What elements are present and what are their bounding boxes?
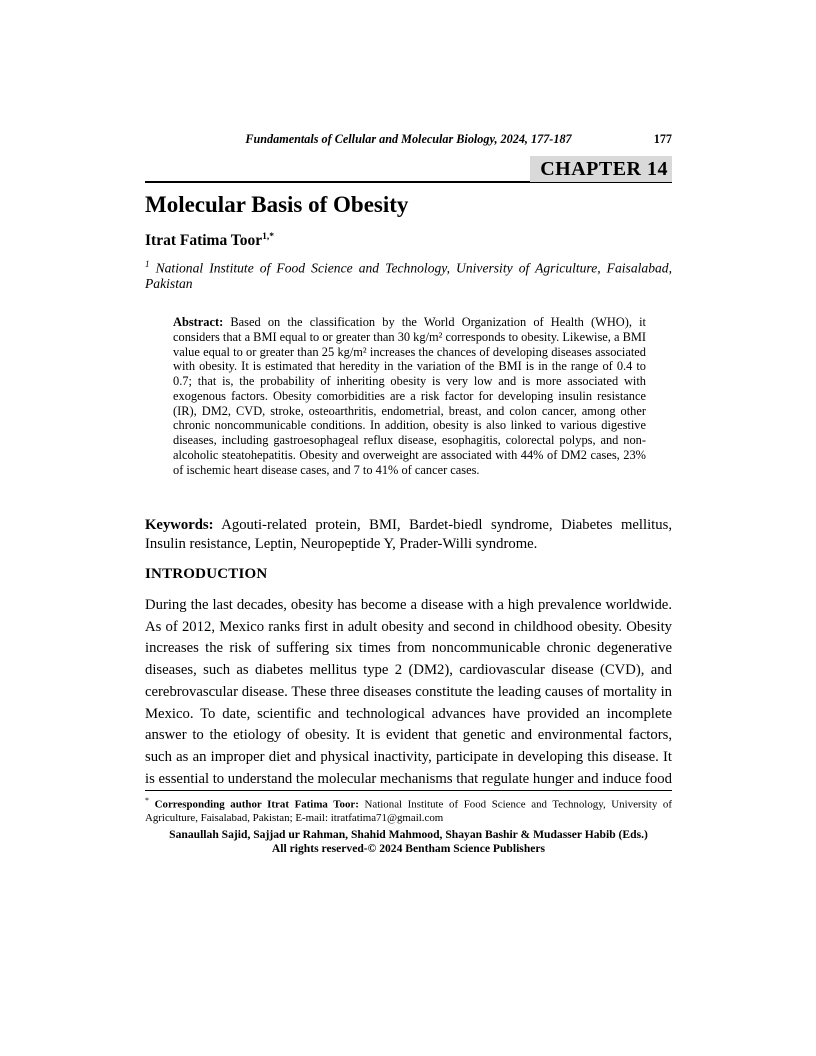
author-line	[145, 232, 672, 250]
editors-line: Sanaullah Sajid, Sajjad ur Rahman, Shahid Mahmood, Shayan Bashir & Mudasser Habib (Eds.)	[169, 828, 648, 841]
keywords-text: Agouti-related protein, BMI, Bardet-biedl syndrome, Diabetes mellitus, Insulin resistance, Leptin, Neuropeptide Y, Prader-Willi syndrome.	[145, 517, 672, 552]
author-name: Itrat Fatima Toor	[145, 232, 263, 250]
footnote-marker: *	[145, 796, 149, 805]
affiliation-marker: 1	[145, 259, 150, 269]
keywords-paragraph	[145, 516, 672, 553]
journal-title: Fundamentals of Cellular and Molecular Biology, 2024, 177-187	[245, 132, 572, 146]
author-superscript: 1,*	[262, 232, 274, 242]
chapter-label: CHAPTER 14	[530, 156, 672, 182]
corresponding-author-footnote	[145, 790, 672, 825]
running-head	[145, 132, 672, 147]
abstract-label: Abstract:	[173, 315, 224, 329]
page-number: 177	[653, 132, 672, 146]
footnote-text: National Institute of Food Science and Technology, University of Agriculture, Faisalabad, Pakistan; E-mail: itratfatima71@gmail.com	[145, 798, 672, 824]
affiliation-text: National Institute of Food Science and Technology, University of Agriculture, Faisalabad, Pakistan	[145, 260, 673, 291]
abstract-paragraph	[173, 315, 646, 477]
affiliation	[145, 257, 672, 291]
rights-line: All rights reserved-© 2024 Bentham Science Publishers	[271, 841, 546, 855]
footer-credits	[145, 828, 672, 856]
keywords-label: Keywords:	[145, 517, 214, 533]
introduction-heading: INTRODUCTION	[145, 566, 268, 582]
introduction-paragraph: During the last decades, obesity has become a disease with a high prevalence worldwide. As of 2012, Mexico ranks first in adult obesity and second in childhood obesity. Obesity increases the risk of suffering six times from noncommunicable chronic degenerative diseases, such as diabetes mellitus type 2 (DM2), cardiovascular disease (CVD), and cerebrovascular disease. These three diseases constitute the leading causes of mortality in Mexico. To date, scientific and technological advances have provided an incomplete answer to the etiology of obesity. It is evident that genetic and environmental factors, such as an improper diet and physical inactivity, participate in developing this disease. It is essential to understand the molecular mechanisms that regulate hunger and induce food	[145, 597, 672, 787]
chapter-title: Molecular Basis of Obesity	[145, 192, 409, 217]
chapter-rule	[145, 156, 672, 183]
footnote-label: Corresponding author Itrat Fatima Toor:	[154, 798, 359, 811]
abstract-text: Based on the classification by the World Organization of Health (WHO), it considers that a BMI equal to or greater than 30 kg/m² corresponds to obesity. Likewise, a BMI value equal to or greater than 25 kg/m² increases the chances of developing diseases associated with obesity. It is estimated that heredity in the variation of the BMI is in the range of 0.4 to 0.7; that is, the probability of inheriting obesity is very low and is more associated with exogenous factors. Obesity comorbidities are a risk factor for developing insulin resistance (IR), DM2, CVD, stroke, osteoarthritis, endometrial, breast, and colon cancer, among other chronic noncommunicable conditions. In addition, obesity is also linked to various digestive diseases, including gastroesophageal reflux disease, esophagitis, colorectal polyps, and non-alcoholic steatohepatitis. Obesity and overweight are associated with 44% of DM2 cases, 23% of ischemic heart disease cases, and 7 to 41% of cancer cases.	[173, 315, 646, 477]
